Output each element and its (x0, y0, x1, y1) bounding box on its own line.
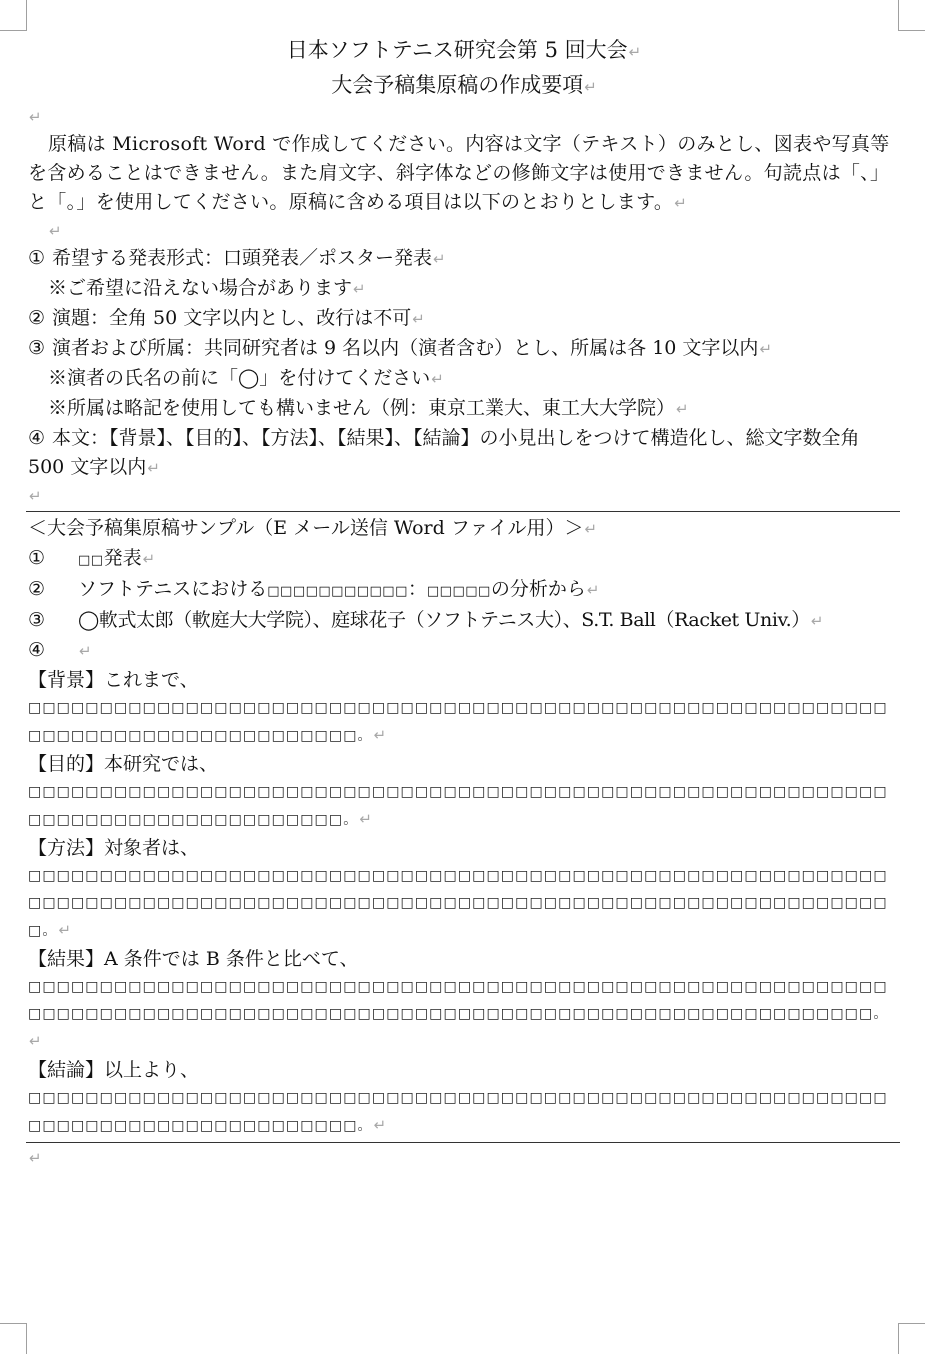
crop-mark-bottom-left (0, 1323, 27, 1354)
paragraph-mark-icon: ↵ (29, 1149, 42, 1167)
document-page[interactable] (28, 34, 900, 1171)
paragraph-mark-icon: ↵ (29, 108, 42, 126)
intro-paragraph: 原稿は Microsoft Word で作成してください。内容は文字（テキスト）のみとし、図表や写真等を含めることはできません。また肩文字、斜字体などの修飾文字は使用できません。句読点は「、」と「。」を使用してください。原稿に含める項目は以下のとおりとします。↵ (28, 133, 890, 213)
title-line-2: 大会予稿集原稿の作成要項↵ (331, 73, 597, 97)
crop-mark-top-right (898, 0, 925, 31)
bottom-divider (26, 1142, 900, 1143)
empty-paragraph (28, 483, 900, 509)
paragraph-mark-icon: ↵ (353, 280, 366, 298)
sample-section-conclusion: 【結論】以上より、 □□□□□□□□□□□□□□□□□□□□□□□□□□□□□□□□□□□□□□□□□□□□□□□□□□□□□□□□□□□□□□□□□□□□□□□□□□□□□□□□□□□。↵ (28, 1059, 888, 1134)
top-divider (26, 511, 900, 512)
crop-mark-bottom-right (898, 1323, 925, 1354)
requirement-note-3a: ※演者の氏名の前に「◯」を付けてください↵ (48, 367, 444, 389)
paragraph-mark-icon: ↵ (29, 1032, 43, 1050)
sample-section-background: 【背景】これまで、 □□□□□□□□□□□□□□□□□□□□□□□□□□□□□□□□□□□□□□□□□□□□□□□□□□□□□□□□□□□□□□□□□□□□□□□□□□□□□□□□□□□。↵ (28, 669, 888, 744)
requirement-item-2: ② 演題：全角 50 文字以内とし、改行は不可↵ (28, 307, 425, 329)
sample-section-purpose: 【目的】本研究では、 □□□□□□□□□□□□□□□□□□□□□□□□□□□□□□□□□□□□□□□□□□□□□□□□□□□□□□□□□□□□□□□□□□□□□□□□□□□□□□□□□□。↵ (28, 753, 888, 828)
paragraph-mark-icon: ↵ (584, 520, 598, 538)
requirement-note-1: ※ご希望に沿えない場合があります↵ (48, 277, 366, 299)
sample-item-2: ② ソフトテニスにおける□□□□□□□□□□□：□□□□□の分析から↵ (28, 578, 600, 600)
paragraph-mark-icon: ↵ (359, 810, 373, 828)
paragraph-mark-icon: ↵ (759, 340, 773, 358)
requirement-note-3b: ※所属は略記を使用しても構いません（例：東京工業大、東工大大学院）↵ (48, 397, 689, 419)
paragraph-mark-icon: ↵ (373, 1116, 388, 1134)
requirement-item-4: ④ 本文：【背景】、【目的】、【方法】、【結果】、【結論】の小見出しをつけて構造化し、総文字数全角 500 文字以内↵ (28, 427, 860, 478)
paragraph-mark-icon: ↵ (431, 370, 444, 388)
paragraph-mark-icon: ↵ (29, 487, 42, 505)
paragraph-mark-icon: ↵ (147, 459, 160, 477)
paragraph-mark-icon: ↵ (58, 921, 73, 939)
sample-item-3: ③ ◯軟式太郎（軟庭大大学院）、庭球花子（ソフトテニス大）、S.T. Ball（Racket Univ.）↵ (28, 609, 824, 631)
paragraph-mark-icon: ↵ (628, 43, 642, 61)
paragraph-mark-icon: ↵ (79, 642, 92, 660)
paragraph-mark-icon: ↵ (142, 550, 156, 568)
paragraph-mark-icon: ↵ (433, 250, 446, 268)
requirement-item-3: ③ 演者および所属：共同研究者は 9 名以内（演者含む）とし、所属は各 10 文字以内↵ (28, 337, 773, 359)
sample-section-results: 【結果】A 条件では B 条件と比べて、 □□□□□□□□□□□□□□□□□□□□□□□□□□□□□□□□□□□□□□□□□□□□□□□□□□□□□□□□□□□□□□□□□□□□□□□□□□□□□□□□□□□□□□□□□□□□□□□□□□□□□□□□□□□□□□□□□□□□□□□。↵ (28, 948, 889, 1050)
paragraph-mark-icon: ↵ (676, 400, 689, 418)
empty-paragraph (28, 1145, 900, 1171)
empty-paragraph (28, 104, 900, 130)
paragraph-mark-icon: ↵ (412, 310, 425, 328)
paragraph-mark-icon: ↵ (586, 581, 600, 599)
requirement-item-1: ① 希望する発表形式：口頭発表／ポスター発表↵ (28, 247, 446, 269)
paragraph-mark-icon: ↵ (674, 194, 688, 212)
sample-item-4: ④ ↵ (28, 636, 900, 666)
paragraph-mark-icon: ↵ (373, 726, 388, 744)
sample-item-1: ① □□発表↵ (28, 547, 156, 569)
empty-paragraph (28, 218, 900, 244)
title-line-1: 日本ソフトテニス研究会第 5 回大会↵ (286, 38, 642, 62)
paragraph-mark-icon: ↵ (584, 78, 597, 96)
paragraph-mark-icon: ↵ (49, 222, 62, 240)
paragraph-mark-icon: ↵ (810, 612, 824, 630)
sample-heading: ＜大会予稿集原稿サンプル（E メール送信 Word ファイル用）＞↵ (28, 517, 598, 539)
sample-section-method: 【方法】対象者は、 □□□□□□□□□□□□□□□□□□□□□□□□□□□□□□□□□□□□□□□□□□□□□□□□□□□□□□□□□□□□□□□□□□□□□□□□□□□□□□□□□□□□□□□□□□□□□□□□□□□□□□□□□□□□□□□□□□□□□□□□□。↵ (28, 837, 888, 939)
crop-mark-top-left (0, 0, 27, 31)
